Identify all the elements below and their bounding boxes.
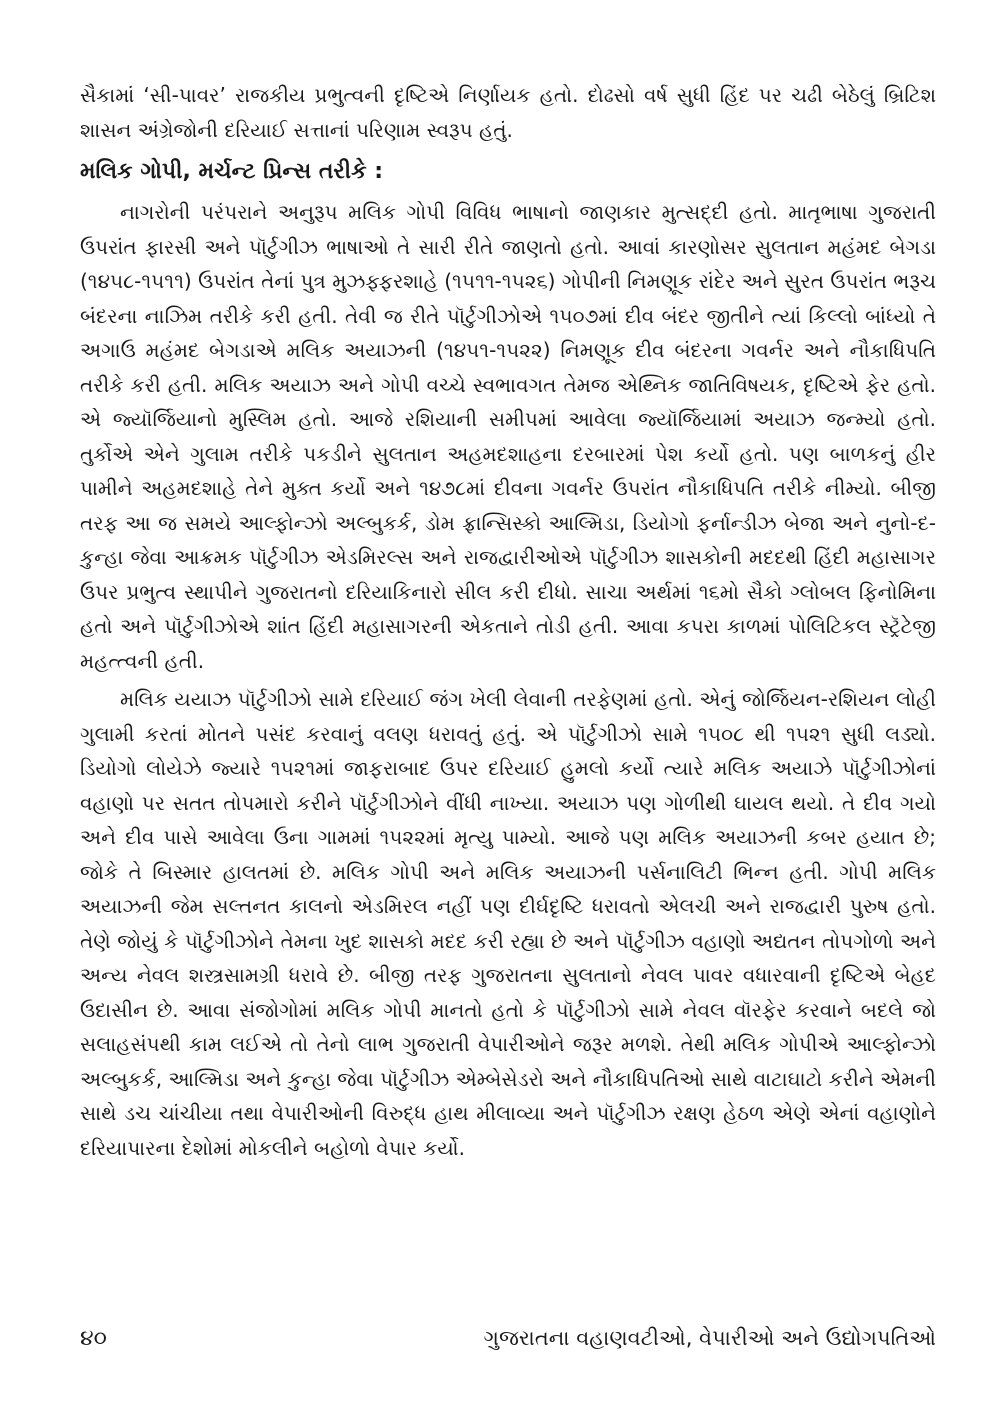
- lead-paragraph: સૈકામાં ‘સી-પાવર’ રાજકીય પ્રભુત્વની દૃષ્ટિએ નિર્ણાયક હતો. દોઢસો વર્ષ સુધી હિંદ પર ચઢી બેઠેલું બ્રિટિશ શાસન અંગ્રેજોની દરિયાઈ સત્તાનાં પરિણામ સ્વરૂપ હતું.: [80, 83, 936, 142]
- running-title: ગુજરાતના વહાણવટીઓ, વેપારીઓ અને ઉદ્યોગપતિઓ: [483, 1326, 936, 1350]
- page-number: ૪૦: [80, 1326, 107, 1351]
- paragraph-2: મલિક યયાઝ પૉર્ટુગીઝો સામે દરિયાઈ જંગ ખેલી લેવાની તરફેણમાં હતો. એનું જોર્જિયન-રશિયન લોહી ગુલામી કરતાં મોતને પસંદ કરવાનું વલણ ધરાવતું હતું. એ પૉર્ટુગીઝો સામે ૧૫૦૮ થી ૧૫૨૧ સુધી લડ્યો. ડિયોગો લોયેઝે જ્યારે ૧૫૨૧માં જાફરાબાદ ઉપર દરિયાઈ હુમલો કર્યો ત્યારે મલિક અયાઝે પૉર્ટુગીઝોનાં વહાણો પર સતત તોપમારો કરીને પૉર્ટુગીઝોને વીંધી નાખ્યા. અયાઝ પણ ગોળીથી ઘાયલ થયો. તે દીવ ગયો અને દીવ પાસે આવેલા ઉના ગામમાં ૧૫૨૨માં મૃત્યુ પામ્યો. આજે પણ મલિક અયાઝની કબર હયાત છે; જોકે તે બિસ્માર હાલતમાં છે. મલિક ગોપી અને મલિક અયાઝની પર્સનાલિટી ભિન્ન હતી. ગોપી મલિક અયાઝની જેમ સલ્તનત કાલનો એડમિરલ નહીં પણ દીર્ઘદૃષ્ટિ ધરાવતો એલચી અને રાજદ્વારી પુરુષ હતો. તેણે જોયું કે પૉર્ટુગીઝોને તેમના ખુદ શાસકો મદદ કરી રહ્યા છે અને પૉર્ટુગીઝ વહાણો અદ્યતન તોપગોળો અને અન્ય નેવલ શસ્ત્રસામગ્રી ધરાવે છે. બીજી તરફ ગુજરાતના સુલતાનો નેવલ પાવર વધારવાની દૃષ્ટિએ બેહદ ઉદાસીન છે. આવા સંજોગોમાં મલિક ગોપી માનતો હતો કે પૉર્ટુગીઝો સામે નેવલ વૉરફેર કરવાને બદલે જો સલાહસંપથી કામ લઈએ તો તેનો લાભ ગુજરાતી વેપારીઓને જરૂર મળશે. તેથી મલિક ગોપીએ આલ્ફોન્ઝો અલ્બુકર્ક, આલ્મિડા અને કુન્હા જેવા પૉર્ટુગીઝ એમ્બેસેડરો અને નૌકાધિપતિઓ સાથે વાટાઘાટો કરીને એમની સાથે ડચ ચાંચીયા તથા વેપારીઓની વિરુદ્ધ હાથ મીલાવ્યા અને પૉર્ટુગીઝ રક્ષણ હેઠળ એણે એનાં વહાણોને દરિયાપારના દેશોમાં મોકલીને બહોળો વેપાર કર્યો.: [80, 687, 936, 1160]
- page-footer: [80, 1326, 936, 1351]
- section-heading: મલિક ગોપી, મર્ચન્ટ પ્રિન્સ તરીકે :: [80, 159, 384, 184]
- paragraph-1: નાગરોની પરંપરાને અનુરૂપ મલિક ગોપી વિવિધ ભાષાનો જાણકાર મુત્સદ્દી હતો. માતૃભાષા ગુજરાતી ઉપરાંત ફારસી અને પૉર્ટુગીઝ ભાષાઓ તે સારી રીતે જાણતો હતો. આવાં કારણોસર સુલતાન મહંમદ બેગડા (૧૪૫૮-૧૫૧૧) ઉપરાંત તેનાં પુત્ર મુઝફ્ફરશાહે (૧૫૧૧-૧૫૨૬) ગોપીની નિમણૂક રાંદેર અને સુરત ઉપરાંત ભરૂચ બંદરના નાઝિમ તરીકે કરી હતી. તેવી જ રીતે પૉર્ટુગીઝોએ ૧૫૦૭માં દીવ બંદર જીતીને ત્યાં કિલ્લો બાંધ્યો તે અગાઉ મહંમદ બેગડાએ મલિક અયાઝની (૧૪૫૧-૧૫૨૨) નિમણૂક દીવ બંદરના ગવર્નર અને નૌકાધિપતિ તરીકે કરી હતી. મલિક અયાઝ અને ગોપી વચ્ચે સ્વભાવગત તેમજ એથ્નિક જાતિવિષયક, દૃષ્ટિએ ફેર હતો. એ જ્યૉર્જિયાનો મુસ્લિમ હતો. આજે રશિયાની સમીપમાં આવેલા જ્યૉર્જિયામાં અયાઝ જન્મ્યો હતો. તુર્કોએ એને ગુલામ તરીકે પકડીને સુલતાન અહમદશાહના દરબારમાં પેશ કર્યો હતો. પણ બાળકનું હીર પામીને અહમદશાહે તેને મુક્ત કર્યો અને ૧૪૭૮માં દીવના ગવર્નર ઉપરાંત નૌકાધિપતિ તરીકે નીમ્યો. બીજી તરફ આ જ સમયે આલ્ફોન્ઝો અલ્બુકર્ક, ડોમ ફ્રાન્સિસ્કો આલ્મિડા, ડિયોગો ફર્નાન્ડીઝ બેજા અને નુનો-દ-કુન્હા જેવા આક્રમક પૉર્ટુગીઝ એડમિરલ્સ અને રાજદ્વારીઓએ પૉર્ટુગીઝ શાસકોની મદદથી હિંદી મહાસાગર ઉપર પ્રભુત્વ સ્થાપીને ગુજરાતનો દરિયાકિનારો સીલ કરી દીધો. સાચા અર્થમાં ૧૬મો સૈકો ગ્લોબલ ફિનોમિના હતો અને પૉર્ટુગીઝોએ શાંત હિંદી મહાસાગરની એકતાને તોડી હતી. આવા કપરા કાળમાં પોલિટિકલ સ્ટ્રૅટેજી મહત્ત્વની હતી.: [80, 200, 936, 673]
- page-body: [80, 78, 936, 1169]
